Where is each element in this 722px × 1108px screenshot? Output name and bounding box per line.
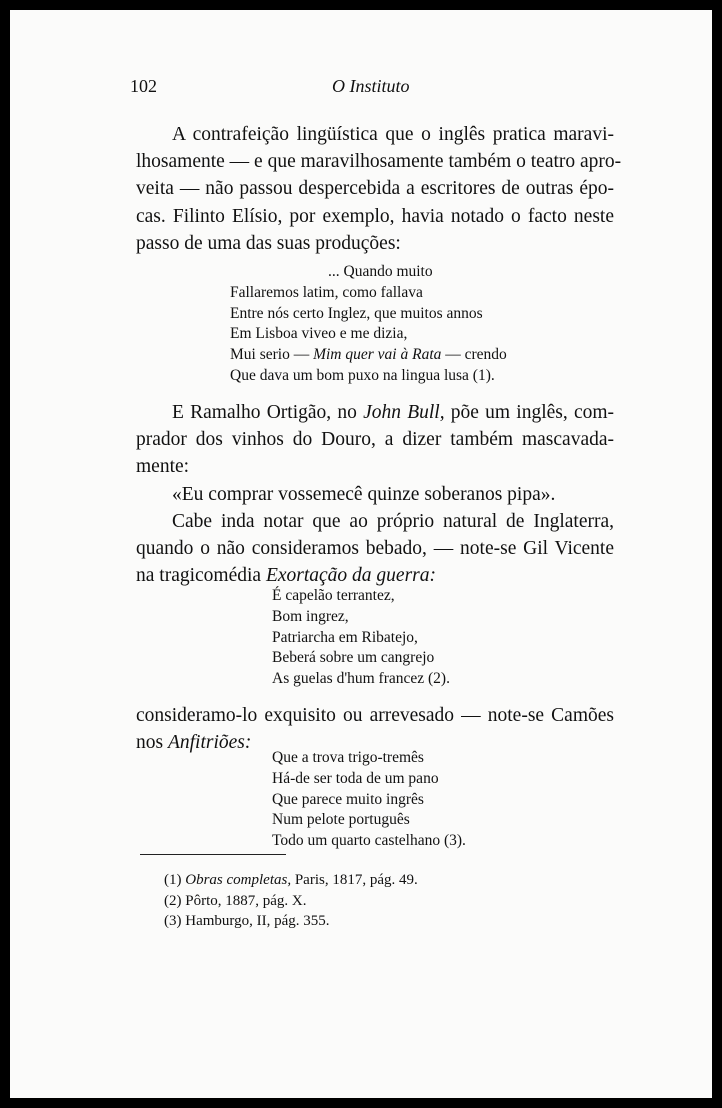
verse-line: Fallaremos latim, como fallava xyxy=(230,283,423,301)
paragraph-line: veita — não passou despercebida a escritores de outras épo- xyxy=(136,178,614,200)
paragraph-line: consideramo-lo exquisito ou arrevesado — note-se Camões xyxy=(136,705,614,726)
footnote-2: (2) Pôrto, 1887, pág. X. xyxy=(164,892,307,909)
paragraph-line: «Eu comprar vossemecê quinze soberanos pipa». xyxy=(172,483,556,505)
footnote-ref: (3). xyxy=(443,832,466,850)
verse-line: Que dava um bom puxo na lingua lusa (1). xyxy=(230,366,495,384)
verse-quote-2 xyxy=(272,586,450,690)
verse-line: Que a trova trigo-tremês xyxy=(272,749,424,766)
paragraph-line: passo de uma das suas produções: xyxy=(136,232,401,254)
verse-line: Beberá sobre um cangrejo xyxy=(272,649,435,667)
paragraph-line: prador dos vinhos do Douro, a dizer também mascavada- xyxy=(136,429,614,451)
running-title: O Instituto xyxy=(332,76,410,96)
footnotes xyxy=(164,870,418,932)
verse-line: Entre nós certo Inglez, que muitos annos xyxy=(230,304,483,322)
footnote-ref: (2). xyxy=(428,670,450,688)
footnote-divider xyxy=(140,854,286,855)
paragraph-line: A contrafeição lingüística que o inglês pratica maravi- xyxy=(172,124,614,145)
paragraph-line: na tragicomédia Exortação da guerra: xyxy=(136,565,437,587)
paragraph-2 xyxy=(136,399,614,589)
verse-line: Que parece muito ingrês xyxy=(272,790,424,808)
verse-line: Em Lisboa viveo e me dizia, xyxy=(230,325,408,343)
verse-line: Num pelote português xyxy=(272,811,410,829)
footnote-1: (1) Obras completas, Paris, 1817, pág. 49. xyxy=(164,872,418,888)
paragraph-1 xyxy=(136,121,622,257)
footnote-ref: (1). xyxy=(472,366,495,384)
verse-quote-3 xyxy=(272,748,466,852)
page-number: 102 xyxy=(130,76,157,96)
verse-line: É capelão terrantez, xyxy=(272,587,395,604)
verse-line: Mui serio — Mim quer vai à Rata — crendo xyxy=(230,346,507,364)
verse-line: As guelas d'hum francez (2). xyxy=(272,670,450,688)
paragraph-line: mente: xyxy=(136,456,190,478)
paragraph-line: quando o não consideramos bebado, — note-se Gil Vicente xyxy=(136,538,614,560)
verse-line: ... Quando muito xyxy=(328,263,433,280)
verse-quote-1 xyxy=(230,262,507,387)
paragraph-line: E Ramalho Ortigão, no John Bull, põe um inglês, com- xyxy=(172,402,615,423)
verse-line: Todo um quarto castelhano (3). xyxy=(272,832,466,850)
paragraph-line: lhosamente — e que maravilhosamente também o teatro apro- xyxy=(136,151,622,173)
verse-line: Há-de ser toda de um pano xyxy=(272,769,439,787)
verse-line: Patriarcha em Ribatejo, xyxy=(272,628,418,646)
footnote-3: (3) Hamburgo, II, pág. 355. xyxy=(164,913,330,929)
paragraph-line: cas. Filinto Elísio, por exemplo, havia notado o facto neste xyxy=(136,205,614,227)
paragraph-line: nos Anfitriões: xyxy=(136,732,252,754)
paragraph-line: Cabe inda notar que ao próprio natural de Inglaterra, xyxy=(172,510,614,532)
verse-line: Bom ingrez, xyxy=(272,607,349,625)
